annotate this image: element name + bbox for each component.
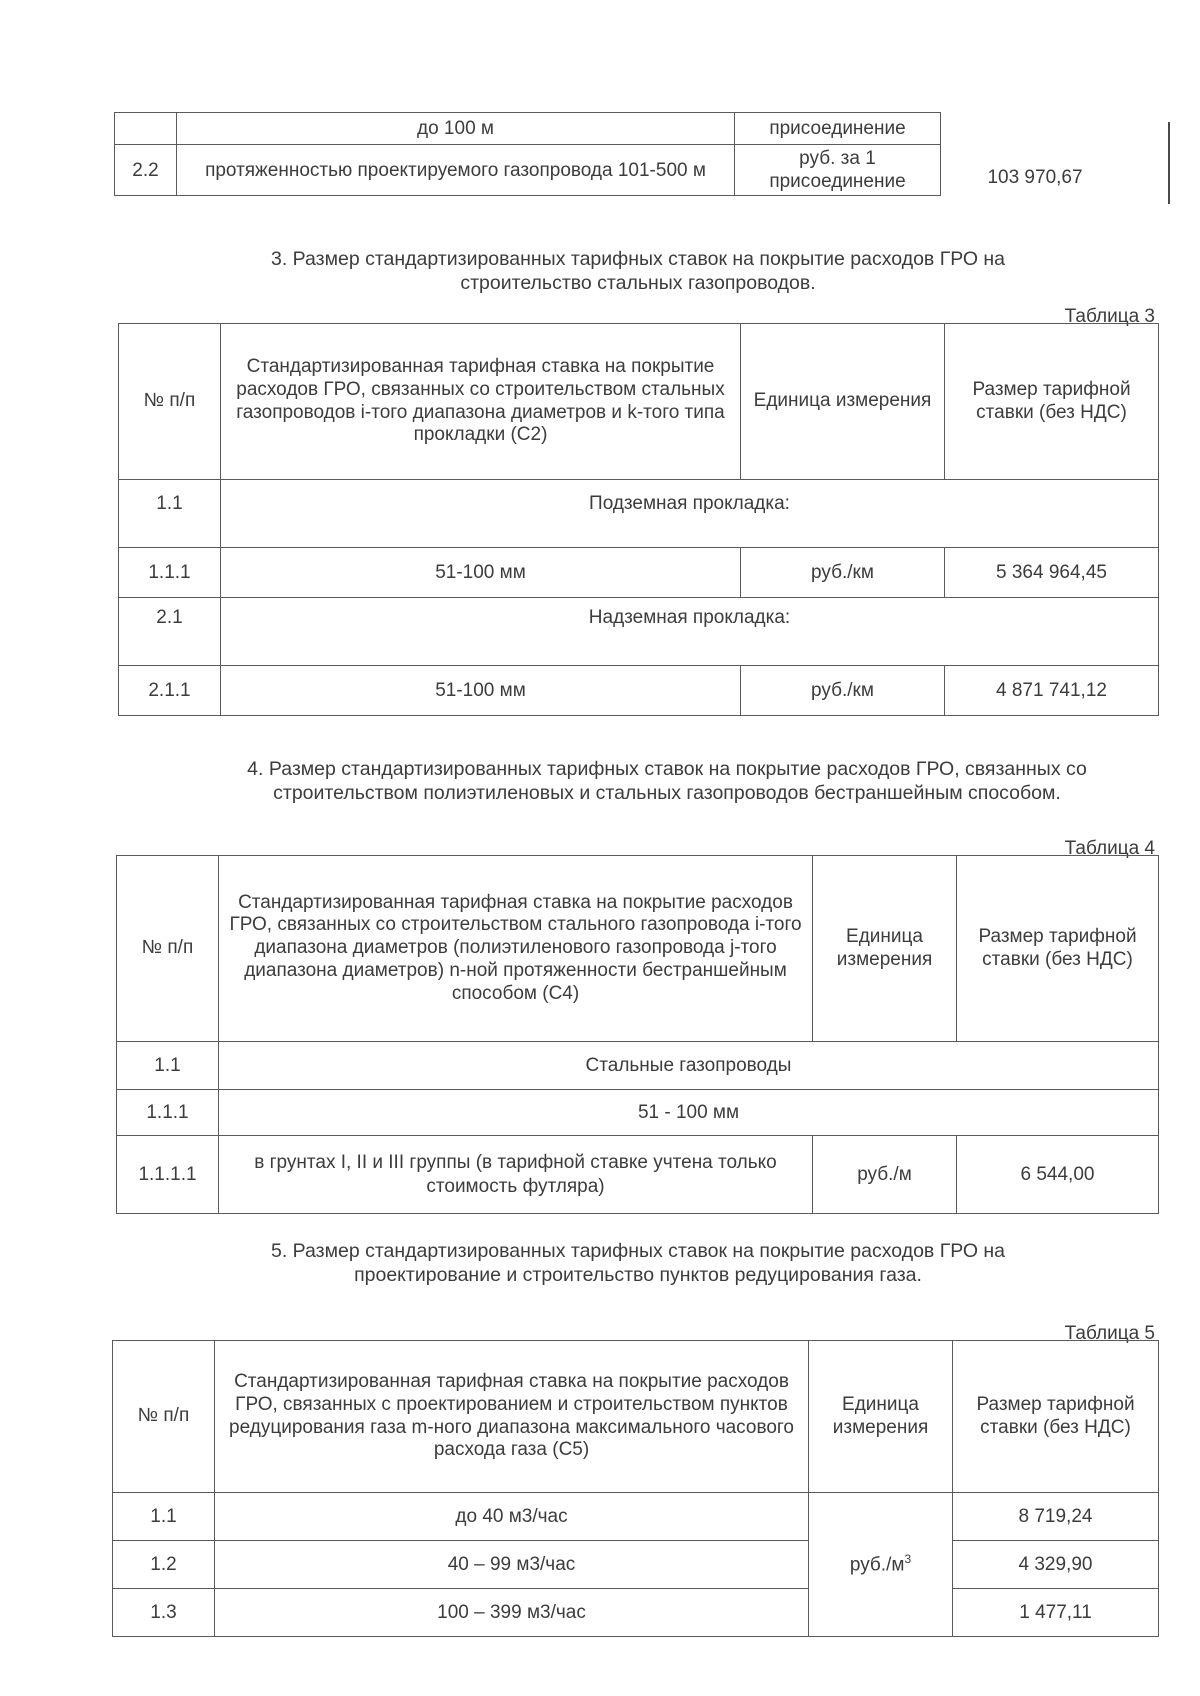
section-row-title: 51 - 100 мм xyxy=(219,1090,1159,1136)
section-3-heading: 3. Размер стандартизированных тарифных ставок на покрытие расходов ГРО на строительство стальных газопроводов. xyxy=(270,248,1006,294)
table-4-label: Таблица 4 xyxy=(1064,838,1155,859)
row-number: 1.1.1 xyxy=(119,548,221,598)
row-number: 1.1.1.1 xyxy=(117,1136,219,1214)
section-4-heading: 4. Размер стандартизированных тарифных ставок на покрытие расходов ГРО, связанных со строительством полиэтиленовых и стальных газопроводов бестраншейным способом. xyxy=(247,758,1087,804)
col-header-value: Размер тарифной ставки (без НДС) xyxy=(957,856,1159,1042)
col-header-number: № п/п xyxy=(119,324,221,480)
row-value: 8 719,24 xyxy=(953,1493,1159,1541)
row-number: 1.1 xyxy=(117,1042,219,1090)
col-header-unit: Единица измерения xyxy=(741,324,945,480)
table-border-fragment xyxy=(1168,122,1170,204)
table-3 xyxy=(118,323,1159,716)
col-header-number: № п/п xyxy=(117,856,219,1042)
table-row xyxy=(119,666,1159,716)
row-value: 4 871 741,12 xyxy=(945,666,1159,716)
table-row xyxy=(119,598,1159,666)
table-header-row xyxy=(119,324,1159,480)
unit-superscript: 3 xyxy=(904,1552,912,1567)
row-number: 1.1.1 xyxy=(117,1090,219,1136)
row-number: 1.2 xyxy=(113,1541,215,1589)
row-unit: присоединение xyxy=(735,113,941,145)
row-unit: руб./км xyxy=(741,666,945,716)
table-row xyxy=(119,480,1159,548)
row-number xyxy=(115,113,177,145)
table-row xyxy=(117,1090,1159,1136)
row-number: 1.3 xyxy=(113,1589,215,1637)
row-number: 2.2 xyxy=(115,145,177,196)
table-row xyxy=(113,1589,1159,1637)
section-row-title: Подземная прокладка: xyxy=(221,480,1159,548)
row-unit: руб./км xyxy=(741,548,945,598)
row-value: 1 477,11 xyxy=(953,1589,1159,1637)
table-3-label: Таблица 3 xyxy=(1064,306,1155,327)
row-name: до 40 м3/час xyxy=(215,1493,809,1541)
col-header-value: Размер тарифной ставки (без НДС) xyxy=(945,324,1159,480)
unit-base: руб./м xyxy=(849,1554,905,1576)
row-number: 2.1.1 xyxy=(119,666,221,716)
row-name: 51-100 мм xyxy=(221,548,741,598)
table-header-row xyxy=(117,856,1159,1042)
row-name: 100 – 399 м3/час xyxy=(215,1589,809,1637)
section-row-title: Надземная прокладка: xyxy=(221,598,1159,666)
table-2-tail xyxy=(114,112,941,196)
row-name: до 100 м xyxy=(177,113,735,145)
row-value: 4 329,90 xyxy=(953,1541,1159,1589)
row-unit: руб. за 1 присоединение xyxy=(735,145,941,196)
row-number: 1.1 xyxy=(113,1493,215,1541)
row-name: 51-100 мм xyxy=(221,666,741,716)
row-name: 40 – 99 м3/час xyxy=(215,1541,809,1589)
col-header-unit: Единица измерения xyxy=(809,1341,953,1493)
table-row xyxy=(117,1042,1159,1090)
section-row-title: Стальные газопроводы xyxy=(219,1042,1159,1090)
table-row xyxy=(113,1541,1159,1589)
table-4 xyxy=(116,855,1159,1214)
row-number: 1.1 xyxy=(119,480,221,548)
row-value: 5 364 964,45 xyxy=(945,548,1159,598)
table-5-label: Таблица 5 xyxy=(1064,1323,1155,1344)
table-row xyxy=(115,113,941,145)
col-header-name: Стандартизированная тарифная ставка на покрытие расходов ГРО, связанных со строительством стального газопровода i-того диапазона диаметров (полиэтиленового газопровода j-того диапазона диаметров) n-ной протяженности бестраншейным способом (С4) xyxy=(219,856,813,1042)
table-row xyxy=(113,1493,1159,1541)
row-unit xyxy=(809,1493,953,1637)
col-header-name: Стандартизированная тарифная ставка на покрытие расходов ГРО, связанных со строительством стальных газопроводов i-того диапазона диаметров и k-того типа прокладки (С2) xyxy=(221,324,741,480)
row-name: протяженностью проектируемого газопровода 101-500 м xyxy=(177,145,735,196)
table-header-row xyxy=(113,1341,1159,1493)
col-header-value: Размер тарифной ставки (без НДС) xyxy=(953,1341,1159,1493)
col-header-name: Стандартизированная тарифная ставка на покрытие расходов ГРО, связанных с проектированием и строительством пунктов редуцирования газа m-ного диапазона максимального часового расхода газа (С5) xyxy=(215,1341,809,1493)
row-value: 6 544,00 xyxy=(957,1136,1159,1214)
col-header-number: № п/п xyxy=(113,1341,215,1493)
table-row xyxy=(119,548,1159,598)
row-unit: руб./м xyxy=(813,1136,957,1214)
table-row xyxy=(117,1136,1159,1214)
row-value: 103 970,67 xyxy=(987,167,1083,188)
row-number: 2.1 xyxy=(119,598,221,666)
section-5-heading: 5. Размер стандартизированных тарифных ставок на покрытие расходов ГРО на проектирование и строительство пунктов редуцирования газа. xyxy=(270,1240,1006,1286)
table-5 xyxy=(112,1340,1159,1637)
col-header-unit: Единица измерения xyxy=(813,856,957,1042)
row-name: в грунтах I, II и III группы (в тарифной ставке учтена только стоимость футляра) xyxy=(219,1136,813,1214)
table-row xyxy=(115,145,941,196)
